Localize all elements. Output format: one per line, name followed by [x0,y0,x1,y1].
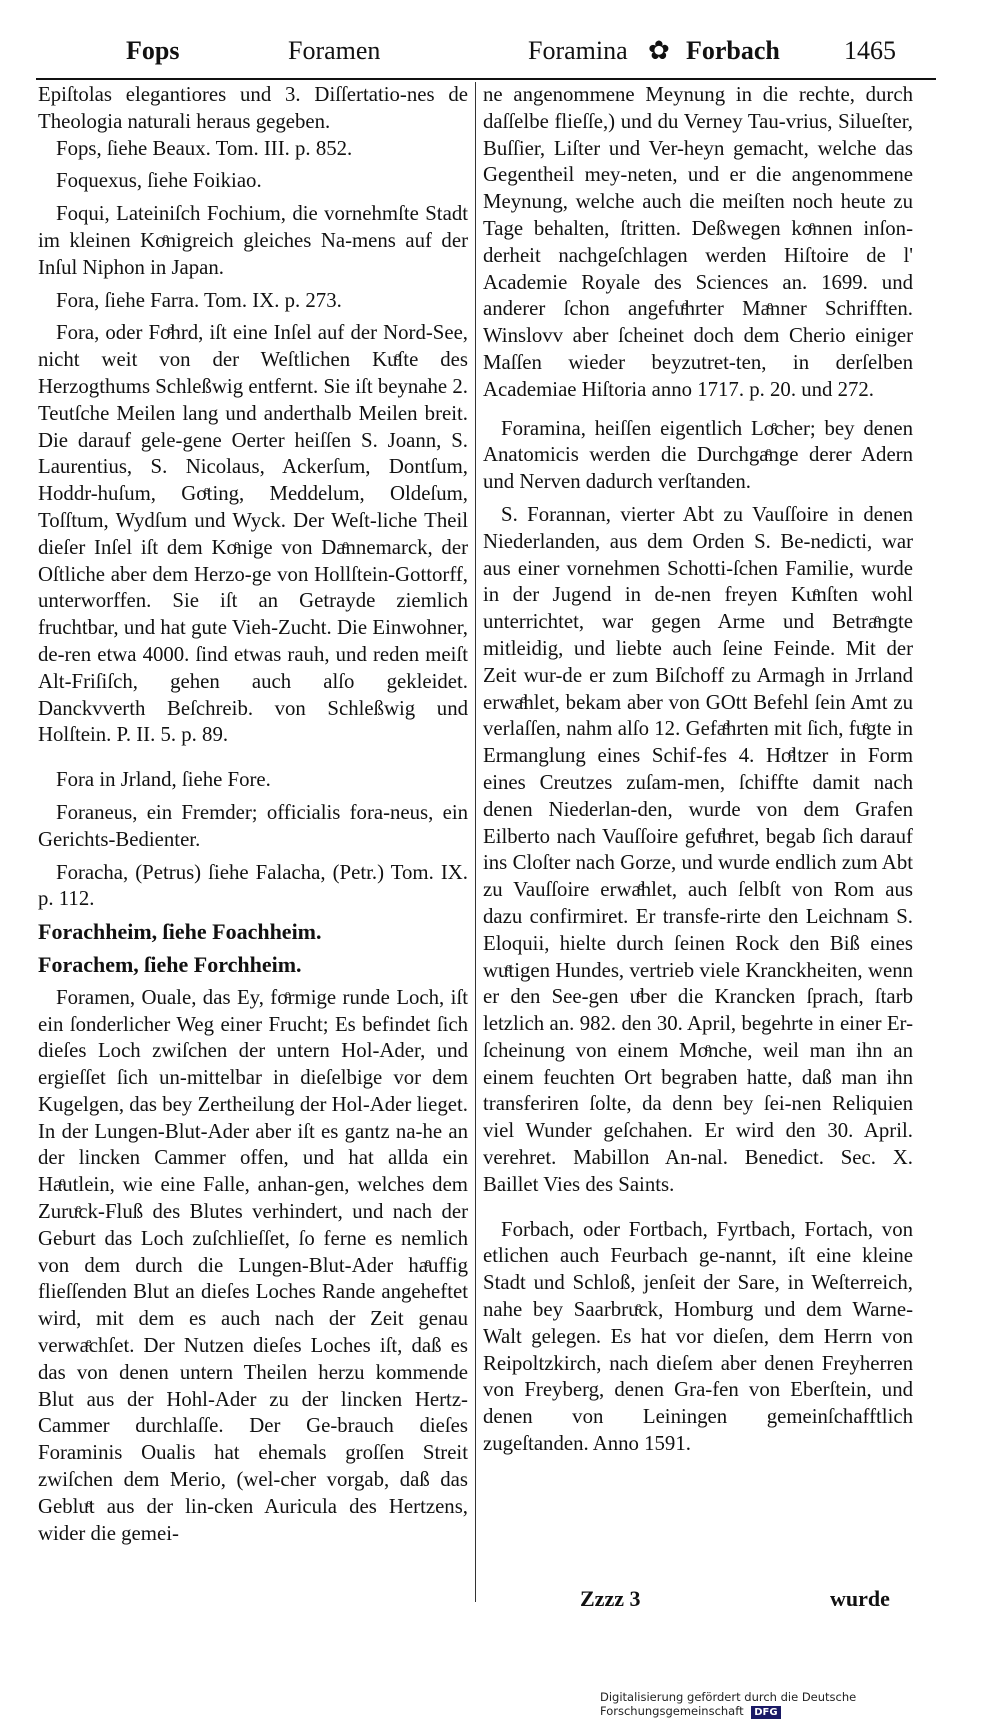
entry-forbach: Forbach, oder Fortbach, Fyrtbach, Fortach, von etlichen auch Feurbach ge-nannt, iſt eine kleine Stadt und Schloß, jenſeit der Sare, in Weſterreich, nahe bey Saarbruͤck, Homburg und dem Warne-Walt gelegen. Es hat vor dieſen, dem Herrn von Reipoltzkirch, nach dieſem aber denen Freyherren von Freyberg, denen Gra-fen von Eberſtein, und denen von Leiningen gemeinſchafftlich zugeſtanden. Anno 1591. [483,1217,913,1456]
signature-mark: Zzzz 3 [580,1586,641,1611]
header-keyword-foramina: Foramina [528,36,628,65]
header-keyword-forbach: Forbach [686,36,780,65]
entry-forachem: Forachem, ſiehe Forchheim. [38,951,302,977]
column-separator [475,82,476,1602]
header-keyword-foramen: Foramen [288,36,381,65]
entry-foraneus: Foraneus, ein Fremder; officialis fora-neus, ein Gerichts-Bedienter. [38,800,468,851]
entry-fora-jrland: Fora in Jrland, ſiehe Fore. [56,768,271,792]
entry-foqui: Foqui, Lateiniſch Fochium, die vornehmſte Stadt im kleinen Koͤnigreich gleiches Na-mens auf der Inſul Niphon in Japan. [38,202,468,279]
entry-foracha: Foracha, (Petrus) ſiehe Falacha, (Petr.) Tom. IX. p. 112. [38,860,468,911]
entry-foramina: Foramina, heiſſen eigentlich Loͤcher; bey denen Anatomicis werden die Durchgaͤnge derer Adern und Nerven dadurch verſtanden. [483,416,913,494]
entry-foramen-ouale: Foramen, Ouale, das Ey, foͤrmige runde Loch, iſt ein ſonderlicher Weg einer Frucht; Es befindet ſich dieſes Loch zwiſchen der untern Hol-Ader, und ergieſſet ſich un-mittelbar in dieſelbige vor dem Kugelgen, das bey Zertheilung der Hol-Ader lieget. In der Lungen-Blut-Ader aber iſt es gantz na-he an der lincken Cammer offen, und hat allda ein Haͤutlein, wie eine Falle, anhan-gen, welches dem Zuruͤck-Fluß des Blutes verhindert, und nach der Geburt das Loch zuſchlieſſet, ſo ferne es nemlich von dem durch die Lungen-Blut-Ader haͤuffig flieſſenden Blut an dieſes Loches Rande angeheftet wird, mit dem es auch nach der Zeit genau verwaͤchſet. Der Nutzen dieſes Loches iſt, daß es das von denen untern Theilen herzu kommende Blut aus der Hohl-Ader zu der lincken Hertz-Cammer durchlaſſe. Der Ge-brauch dieſes Foraminis Oualis hat ehemals groſſen Streit zwiſchen dem Merio, (wel-cher vorgab, daß das Gebluͤt aus der lin-cken Auricula des Hertzens, wider die gemei- [38,985,468,1545]
entry-gap [38,755,468,767]
entry-fora-farra: Fora, ſiehe Farra. Tom. IX. p. 273. [56,288,342,312]
entry-fora-foehrd: Fora, oder Foͤhrd, iſt eine Inſel auf der Nord-See, nicht weit von der Weſtlichen Kuͤſte des Herzogthums Schleßwig entfernt. Sie iſt beynahe 2. Teutſche Meilen lang und anderthalb Meilen breit. Die darauf gele-gene Oerter heiſſen S. Joann, S. Laurentius, S. Nicolaus, Ackerſum, Dontſum, Hoddr-huſum, Goͤting, Meddelum, Oldeſum, Toſſtum, Wydſum und Wyck. Der Weſt-liche Theil dieſer Inſel iſt dem Koͤnige von Daͤnnemarck, der Oſtliche aber dem Herzo-ge von Hollſtein-Gottorff, unterworffen. Sie iſt an Getrayde ziemlich fruchtbar, und hat gute Vieh-Zucht. Die Einwohner, de-ren etwa 4000. ſind etwas rauh, und reden meiſt Alt-Friſiſch, gehen auch alſo gekleidet. Danckvverth Beſchreib. von Schleßwig und Holſtein. P. II. 5. p. 89. [38,321,468,747]
page-number: 1465 [844,36,896,65]
header-rule [36,78,936,80]
dfg-logo-icon: DFG [751,1706,780,1719]
entry-foramen-continued: ne angenommene Meynung in die rechte, durch daſſelbe flieſſe,) und du Verney Tau-vrius, Silueſter, Buſſier, Liſter und Ver-heyn gemacht, welche das Gegentheil mey-neten, und er die angenommene Meynung, welche auch die meiſten noch heute zu Tage behalten, ſtritten. Deßwegen koͤnnen inſon-derheit nachgeſchlagen werden Hiſtoire de l' Academie Royale des Sciences an. 1699. und anderer ſchon angefuͤhrter Maͤnner Schrifften. Winslovv aber ſcheinet doch dem Cherio einiger Maſſen wieder beyzutret-ten, in derſelben Academiae Hiſtoria anno 1717. p. 20. und 272. [483,83,913,401]
header-left-keyword: Fops [126,36,180,65]
entry-epistolas: Epiſtolas elegantiores und 3. Diſſertatio-nes de Theologia naturali heraus gegeben. [38,83,468,133]
entry-foquexus: Foquexus, ſiehe Foikiao. [56,169,262,193]
left-column [38,82,468,1553]
entry-forachheim: Forachheim, ſiehe Foachheim. [38,919,322,945]
printer-ornament-icon: ✿ [648,36,670,65]
right-column [483,82,913,1464]
entry-fops: Fops, ſiehe Beaux. Tom. III. p. 852. [56,136,353,160]
running-header [36,36,936,78]
catchword: wurde [830,1586,890,1611]
digitization-credit [600,1690,992,1718]
entry-gap [483,1205,913,1217]
entry-forannan: S. Forannan, vierter Abt zu Vauſſoire in denen Niederlanden, aus dem Orden S. Be-nedicti, war aus einer vornehmen Schotti-ſchen Familie, wurde in der Jugend in de-nen freyen Kuͤnſten wohl unterrichtet, war gegen Arme und Betraͤngte mitleidig, und liebte auch ſeine Feinde. Mit der Zeit wur-de er zum Biſchoff zu Armagh in Jrrland erwaͤhlet, bekam aber von GOtt Befehl ſein Amt zu verlaſſen, nahm alſo 12. Gefaͤhrten mit ſich, fuͤgte in Ermanglung eines Schif-fes 4. Hoͤltzer in Form eines Creutzes zuſam-men, ſchiffte damit nach denen Niederlan-den, wurde von dem Grafen Eilberto nach Vauſſoire gefuͤhret, begab ſich darauf ins Cloſter nach Gorze, und wurde endlich zum Abt zu Vauſſoire erwaͤhlet, auch ſelbſt von Rom aus dazu confirmiret. Er transfe-rirte den Leichnam S. Eloquii, hielte durch ſeinen Rock den Biß eines wuͤtigen Hundes, vertrieb viele Kranckheiten, wenn er den See-gen uͤber die Krancken ſprach, ſtarb letzlich an. 982. den 30. April, begehrte in einer Er-ſcheinung von einem Moͤnche, weil man ihn an einem feuchten Ort begraben hatte, daß man ihn transferiren ſolte, da denn bey ſei-nen Reliquien viel Wunder geſchahen. Er wird den 30. April. verehret. Mabillon An-nal. Benedict. Sec. X. Baillet Vies des Saints. [483,502,913,1196]
credit-text: Digitalisierung gefördert durch die Deutsche Forschungsgemeinschaft [600,1690,857,1718]
